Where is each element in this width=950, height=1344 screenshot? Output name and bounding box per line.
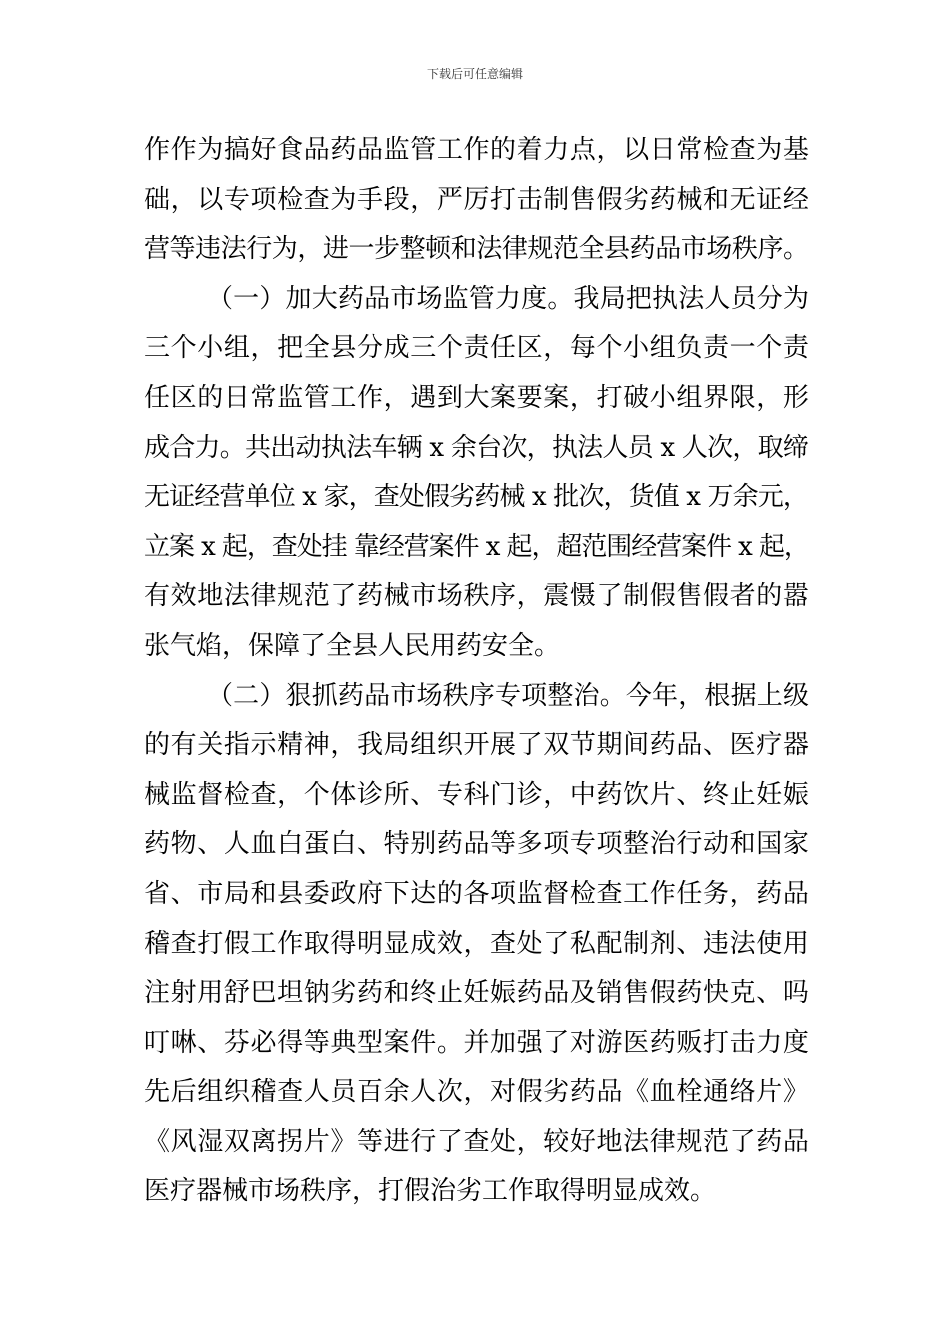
text-line: 础，以专项检查为手段，严厉打击制售假劣药械和无证经 bbox=[144, 184, 810, 215]
text-line: 《风湿双离拐片》等进行了查处，较好地法律规范了药品 bbox=[144, 1126, 810, 1157]
text-line: 的有关指示精神，我局组织开展了双节期间药品、医疗器 bbox=[144, 730, 810, 761]
text-line: 立案 x 起，查处挂 靠经营案件 x 起，超范围经营案件 x 起， bbox=[144, 531, 809, 562]
text-line: 张气焰，保障了全县人民用药安全。 bbox=[144, 630, 561, 661]
document-body bbox=[144, 126, 809, 1217]
text-line: （二）狠抓药品市场秩序专项整治。今年，根据上级 bbox=[207, 680, 810, 711]
text-line: 有效地法律规范了药械市场秩序，震慑了制假售假者的嚣 bbox=[144, 581, 810, 612]
text-line: 注射用舒巴坦钠劣药和终止妊娠药品及销售假药快克、吗 bbox=[144, 978, 810, 1009]
page-header: 下载后可任意编辑 bbox=[426, 67, 523, 81]
text-line: 稽查打假工作取得明显成效，查处了私配制剂、违法使用 bbox=[144, 928, 810, 959]
text-line: 叮啉、芬必得等典型案件。并加强了对游医药贩打击力度 bbox=[144, 1027, 810, 1058]
text-line: 医疗器械市场秩序，打假治劣工作取得明显成效。 bbox=[144, 1176, 717, 1207]
text-line: 先后组织稽查人员百余人次，对假劣药品《血栓通络片》 bbox=[144, 1077, 810, 1108]
text-line: 作作为搞好食品药品监管工作的着力点，以日常检查为基 bbox=[144, 135, 810, 165]
text-line: （一）加大药品市场监管力度。我局把执法人员分为 bbox=[207, 283, 810, 314]
text-line: 无证经营单位 x 家，查处假劣药械 x 批次，货值 x 万余元， bbox=[144, 482, 809, 513]
text-line: 三个小组，把全县分成三个责任区，每个小组负责一个责 bbox=[144, 333, 810, 364]
text-line: 药物、人血白蛋白、特别药品等多项专项整治行动和国家 bbox=[144, 829, 810, 860]
text-line: 械监督检查，个体诊所、专科门诊，中药饮片、终止妊娠 bbox=[144, 779, 810, 810]
text-line: 营等违法行为，进一步整顿和法律规范全县药品市场秩序。 bbox=[144, 234, 809, 265]
text-line: 任区的日常监管工作，遇到大案要案，打破小组界限，形 bbox=[144, 382, 810, 413]
text-line: 成合力。共出动执法车辆 x 余台次，执法人员 x 人次，取缔 bbox=[144, 432, 809, 463]
text-line: 省、市局和县委政府下达的各项监督检查工作任务，药品 bbox=[144, 878, 810, 909]
